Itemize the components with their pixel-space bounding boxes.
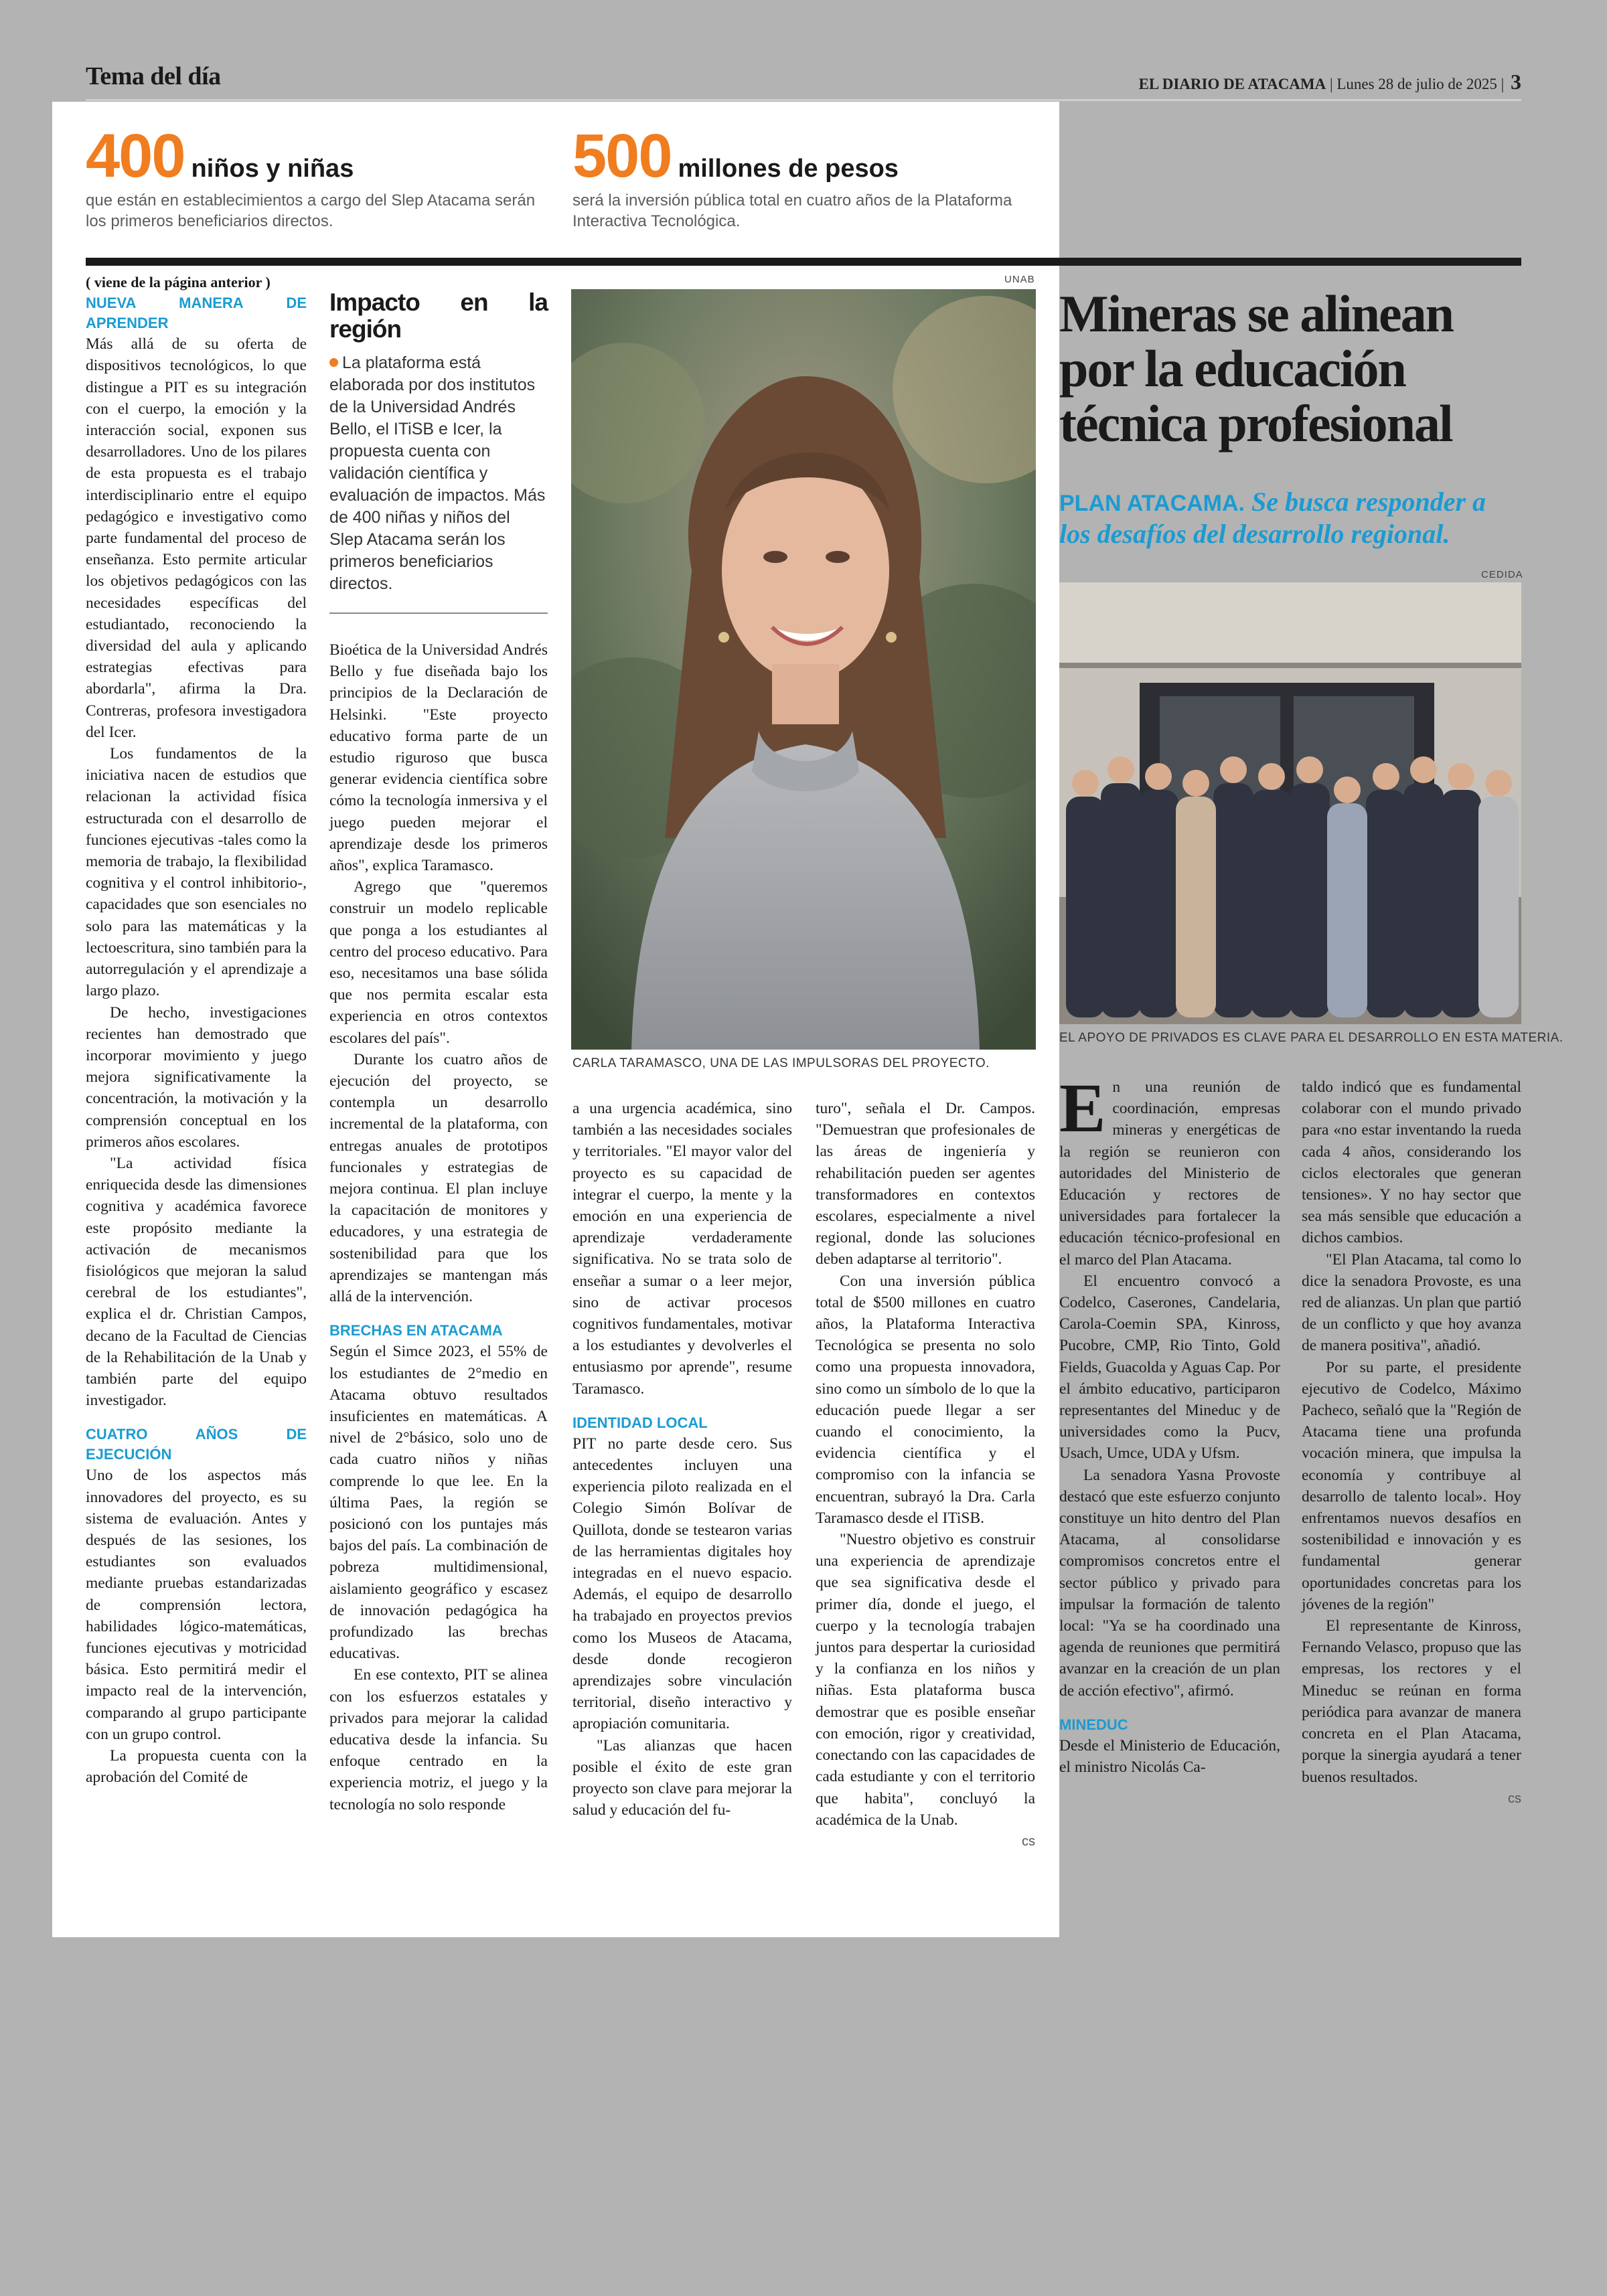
stat-number: 500 bbox=[572, 122, 672, 190]
lead-paragraph bbox=[1059, 1070, 1280, 1270]
paragraph: Desde el Ministerio de Educación, el ministro Nicolás Ca- bbox=[1059, 1736, 1280, 1777]
paragraph: En ese contexto, PIT se alinea con los esfuerzos estatales y privados para mejorar la calidad educativa desde la infancia. Su enfoque centrado en la experiencia motriz, el juego y la tecnología no solo responde bbox=[329, 1666, 548, 1813]
mineras-column-2 bbox=[1302, 1076, 1521, 1809]
paragraph: "El Plan Atacama, tal como lo dice la senadora Provoste, es una red de alianzas. Un plan que partió de un conflicto y que hoy avanza de manera positiva", añadió. bbox=[1302, 1250, 1521, 1355]
article-column-4 bbox=[816, 1098, 1035, 1852]
subheading: NUEVA MANERA DE APRENDER bbox=[86, 295, 307, 332]
subheading: IDENTIDAD LOCAL bbox=[572, 1414, 708, 1431]
group-illustration bbox=[1059, 582, 1521, 1024]
article-column-2 bbox=[329, 289, 548, 1815]
box-body-wrap bbox=[329, 352, 548, 595]
issue-date: Lunes 28 de julio de 2025 bbox=[1336, 76, 1497, 92]
continued-note: ( viene de la página anterior ) bbox=[86, 274, 271, 291]
page-header-info bbox=[1139, 70, 1521, 94]
photo-credit: CEDIDA bbox=[1481, 569, 1523, 580]
stat-unit: niños y niñas bbox=[191, 155, 354, 183]
paragraph: Agrego que "queremos construir un modelo replicable que ponga a los estudiantes al centro del proceso educativo. Para eso, necesitamos una base sólida que nos permita escalar esta experiencia en otros contextos escolares del país". bbox=[329, 878, 548, 1047]
paragraph: La senadora Yasna Provoste destacó que este esfuerzo conjunto constituye un hito dentro del Plan Atacama, al consolidarse compromisos concretos entre el sector público y privado para impulsar la formación de talento local: "Ya se ha coordinado una agenda de reuniones que permitirá avanzar en la creación de un plan de acción efectivo", afirmó. bbox=[1059, 1466, 1280, 1700]
portrait-photo bbox=[571, 289, 1036, 1050]
group-photo bbox=[1059, 582, 1521, 1024]
paragraph: turo", señala el Dr. Campos. "Demuestran que profesionales de las áreas de ingeniería y rehabilitación pueden ser agentes transformadores en contextos escolares, especialmente a nivel regional, donde las soluciones deben adaptarse al territorio". bbox=[816, 1100, 1035, 1268]
paragraph: Más allá de su oferta de dispositivos tecnológicos, lo que distingue a PIT es su integración con el cuerpo, la emoción y la interacción social, exponen sus desarrolladores. Uno de los pilares de esta propuesta es el trabajo interdisciplinario entre el equipo pedagógico e investigativo como parte fundamental del proceso de enseñanza. Esto permite articular los objetivos pedagógicos con las necesidades específicas del estudiantado, reconociendo la diversidad del aula y aplicando estrategias efectivas para abordarla", afirma la Dra. Contreras, profesora investigadora del Icer. bbox=[86, 335, 307, 741]
end-mark-icon: cs bbox=[1508, 1791, 1521, 1806]
paragraph: Con una inversión pública total de $500 millones en cuatro años, la Plataforma Interactiva Tecnológica se presenta no solo como una propuesta innovadora, sino como un símbolo de lo que la educación puede llegar a ser cuando el conocimiento, la evidencia científica y el compromiso con la infancia se encuentran, subrayó la Dra. Carla Taramasco desde el ITiSB. bbox=[816, 1272, 1035, 1527]
paragraph: El representante de Kinross, Fernando Velasco, propuso que las empresas, los rectores y el Mineduc se reúnan en forma periódica para avanzar de manera concreta en el Plan Atacama, porque la sinergia ayudará a tener buenos resultados. bbox=[1302, 1617, 1521, 1786]
subheading: BRECHAS EN ATACAMA bbox=[329, 1322, 503, 1339]
stat-block bbox=[86, 122, 554, 232]
stat-block bbox=[572, 122, 1035, 232]
deck-kicker: PLAN ATACAMA. bbox=[1059, 491, 1245, 516]
section-title: Tema del día bbox=[86, 62, 221, 90]
photo-caption: EL APOYO DE PRIVADOS ES CLAVE PARA EL DESARROLLO EN ESTA MATERIA. bbox=[1059, 1031, 1563, 1045]
deck-text: Se busca responder a los desafíos del desarrollo regional. bbox=[1059, 487, 1486, 549]
box-body: La plataforma está elaborada por dos institutos de la Universidad Andrés Bello, el ITiSB e Icer, la propuesta cuenta con validación científica y evaluación de impactos. Más de 400 niñas y niños del Slep Atacama serán los primeros beneficiarios directos. bbox=[329, 353, 546, 593]
header-separator: | bbox=[1329, 76, 1333, 92]
page-number: 3 bbox=[1511, 70, 1521, 94]
paragraph: Uno de los aspectos más innovadores del proyecto, es su sistema de evaluación. Antes y después de las sesiones, los estudiantes son evaluados mediante pruebas estandarizadas de comprensión lectora, habilidades lógico-matemáticas, funciones ejecutivas y motricidad básica. Esto permitirá medir el impacto real de la intervención, comparando al grupo participante con un grupo control. bbox=[86, 1467, 307, 1743]
subheading: CUATRO AÑOS DE EJECUCIÓN bbox=[86, 1426, 307, 1463]
paragraph: El encuentro convocó a Codelco, Caserones, Candelaria, Carola-Coemin SPA, Kinross, Pucobre, CMP, Rio Tinto, Gold Fields, Guacolda y Aguas Cap. Por el ámbito educativo, participaron representantes del Mineduc y de universidades como la Pucv, Usach, Umce, UDA y Ufsm. bbox=[1059, 1272, 1280, 1463]
paragraph: "Nuestro objetivo es construir una experiencia de aprendizaje que sea significativa desde el primer día, donde el juego, el cuerpo y la tecnología trabajen juntos para despertar la curiosidad y la confianza en los niños y niñas. Esta plataforma busca demostrar que es posible enseñar con emoción, rigor y creatividad, conectando con las capacidades de cada estudiante y con el territorio que habita", concluyó la académica de la Unab. bbox=[816, 1531, 1035, 1829]
impact-box bbox=[329, 289, 548, 614]
paragraph: taldo indicó que es fundamental colaborar con el mundo privado para «no estar inventando la rueda cada 4 años, considerando los ciclos electorales que generan tensiones». Y no hay sector que sea más sensible que educación a dichos cambios. bbox=[1302, 1078, 1521, 1247]
article-column-3 bbox=[572, 1098, 792, 1821]
stat-number: 400 bbox=[86, 122, 185, 190]
bullet-dot-icon bbox=[329, 358, 338, 367]
article-column-1 bbox=[86, 272, 307, 1788]
mineras-deck bbox=[1059, 487, 1521, 550]
mineras-headline: Mineras se alinean por la educación técnica profesional bbox=[1059, 284, 1453, 453]
stat-description: será la inversión pública total en cuatro años de la Plataforma Interactiva Tecnológica. bbox=[572, 191, 1012, 230]
paragraph: Por su parte, el presidente ejecutivo de Codelco, Máximo Pacheco, señaló que la "Región de Atacama tiene una profunda vocación minera, que impulsa la economía y contribuye al desarrollo de talento local». Hoy enfrentamos nuevos desafíos en sostenibilidad e innovación y es fundamental generar oportunidades concretas para los jóvenes de la región" bbox=[1302, 1358, 1521, 1613]
box-title: Impacto en la región bbox=[329, 289, 548, 343]
paragraph: PIT no parte desde cero. Sus antecedentes incluyen una experiencia piloto realizada en el Colegio Simón Bolívar de Quillota, donde se testearon varias de las herramientas digitales hoy integradas en el nuevo espacio. Además, el equipo de desarrollo ha trabajado en proyectos previos como los Museos de Atacama, desde donde recogieron aprendizajes sobre vinculación territorial, diseño interactivo y apropiación comunitaria. bbox=[572, 1434, 792, 1733]
paper-name: EL DIARIO DE ATACAMA bbox=[1138, 76, 1326, 92]
mineras-column-1 bbox=[1059, 1070, 1280, 1778]
photo-credit: UNAB bbox=[1004, 274, 1035, 285]
paragraph: Durante los cuatro años de ejecución del proyecto, se contempla un desarrollo incremental de la plataforma, con entregas anuales de prototipos funcionales y estrategias de mejora continua. El plan incluye la capacitación de monitores y educadores, y una estrategia de sostenibilidad para que los aprendizajes se mantengan más allá de la intervención. bbox=[329, 1050, 548, 1306]
end-mark-icon: cs bbox=[1022, 1833, 1035, 1849]
section-rule bbox=[86, 258, 1521, 266]
paragraph: "Las alianzas que hacen posible el éxito de este gran proyecto son clave para mejorar la salud y educación del fu- bbox=[572, 1736, 792, 1819]
portrait-illustration bbox=[571, 289, 1036, 1050]
header-divider bbox=[86, 99, 1521, 101]
header-separator: | bbox=[1501, 76, 1505, 92]
paragraph: a una urgencia académica, sino también a las necesidades sociales y territoriales. "El mayor valor del proyecto es su capacidad de integrar el cuerpo, la mente y la emoción en una experiencia de aprendizaje verdaderamente significativa. No se trata solo de enseñar a sumar o a leer mejor, sino de activar procesos cognitivos fundamentales, motivar a los estudiantes y devolverles el entusiasmo por aprende", resume Taramasco. bbox=[572, 1100, 792, 1398]
box-divider bbox=[329, 612, 548, 614]
stat-unit: millones de pesos bbox=[678, 155, 899, 183]
stat-description: que están en establecimientos a cargo del Slep Atacama serán los primeros beneficiarios directos. bbox=[86, 191, 536, 230]
paragraph: Según el Simce 2023, el 55% de los estudiantes de 2°medio en Atacama obtuvo resultados insuficientes en matemáticas. A nivel de 2°básico, solo uno de cada cuatro niños y niñas comprende lo que lee. En la última Paes, la región se posicionó con los puntajes más bajos del país. La combinación de pobreza multidimensional, aislamiento geográfico y escasez de innovación pedagógica ha profundizado las brechas educativas. bbox=[329, 1343, 548, 1663]
lead-text: n una reunión de coordinación, empresas mineras y energéticas de la región se reunieron con autoridades del Ministerio de Educación y rectores de universidades para fortalecer la educación técnico-profesional en el marco del Plan Atacama. bbox=[1059, 1078, 1280, 1268]
paragraph: De hecho, investigaciones recientes han demostrado que incorporar movimiento y juego mejora significativamente la concentración, la motivación y la comprensión conceptual en los primeros años escolares. bbox=[86, 1003, 307, 1151]
paragraph: Bioética de la Universidad Andrés Bello y fue diseñada bajo los principios de la Declaración de Helsinki. "Este proyecto educativo forma parte de un estudio riguroso que busca generar evidencia científica sobre cómo la tecnología inmersiva y el juego pueden mejorar el aprendizaje desde los primeros años", explica Taramasco. bbox=[329, 641, 548, 875]
subheading: MINEDUC bbox=[1059, 1716, 1128, 1733]
photo-caption: CARLA TARAMASCO, UNA DE LAS IMPULSORAS DEL PROYECTO. bbox=[572, 1056, 990, 1070]
paragraph: Los fundamentos de la iniciativa nacen de estudios que relacionan la actividad física estructurada con el desarrollo de funciones ejecutivas -tales como la memoria de trabajo, la flexibilidad cognitiva y el control inhibitorio-, capacidades que son esenciales no solo para las matemáticas y la lectoescritura, sino también para la autorregulación y el aprendizaje a largo plazo. bbox=[86, 745, 307, 1000]
paragraph: "La actividad física enriquecida desde las dimensiones cognitiva y académica favorece este propósito mediante la activación de mecanismos fisiológicos que mejoran la salud cerebral de los estudiantes", explica el dr. Christian Campos, decano de la Facultad de Ciencias de la Rehabilitación de la Unab y también parte del equipo investigador. bbox=[86, 1154, 307, 1410]
paragraph: La propuesta cuenta con la aprobación del Comité de bbox=[86, 1747, 307, 1787]
drop-cap: E bbox=[1059, 1070, 1106, 1147]
